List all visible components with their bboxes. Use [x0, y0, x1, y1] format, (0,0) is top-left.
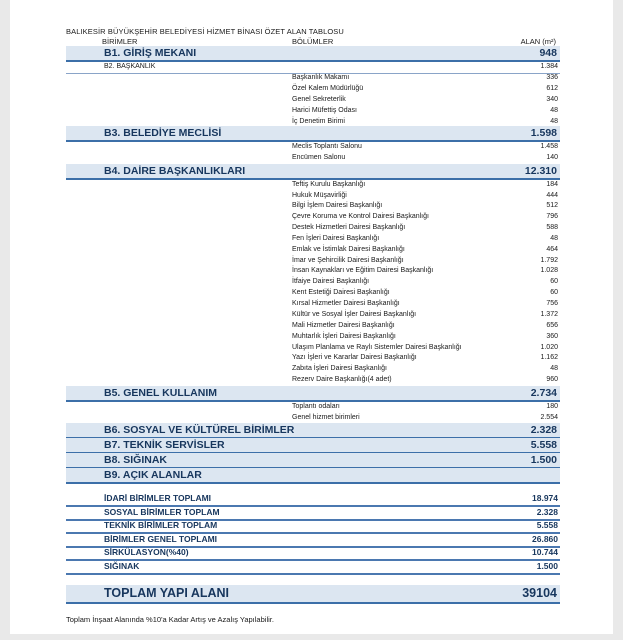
- row-area: 48: [550, 235, 558, 242]
- section-area: 12.310: [524, 165, 557, 177]
- row-area: 1.162: [540, 354, 558, 361]
- row-label: Kültür ve Sosyal İşler Dairesi Başkanlığı: [292, 311, 417, 318]
- total-row: [66, 520, 560, 534]
- section-b8: [66, 453, 560, 469]
- grand-total-area: 39104: [522, 586, 557, 600]
- row-area: 756: [546, 300, 558, 307]
- section-label: B4. DAİRE BAŞKANLIKLARI: [104, 165, 246, 177]
- section-label: B1. GİRİŞ MEKANI: [104, 47, 197, 59]
- section-label: B8. SIĞINAK: [104, 454, 168, 466]
- row-label: Çevre Koruma ve Kontrol Dairesi Başkanlığı: [292, 213, 429, 220]
- section-area: 1.500: [530, 454, 557, 466]
- row-label: Rezerv Daire Başkanlığı(4 adet): [292, 376, 392, 383]
- table-row: [66, 181, 560, 191]
- total-label: SOSYAL BİRİMLER TOPLAM: [104, 507, 220, 517]
- row-label: Yazı İşleri ve Kararlar Dairesi Başkanlığı: [292, 354, 417, 361]
- total-row: [66, 493, 560, 507]
- table-row: [66, 74, 560, 84]
- total-row: [66, 561, 560, 575]
- row-label: İç Denetim Birimi: [292, 118, 345, 125]
- section-b5: [66, 386, 560, 402]
- row-label: Zabıta İşleri Dairesi Başkanlığı: [292, 365, 387, 372]
- row-label: Encümen Salonu: [292, 154, 346, 161]
- row-area: 336: [546, 74, 558, 81]
- table-row: [66, 202, 560, 212]
- section-b1: [66, 46, 560, 62]
- table-row: [66, 246, 560, 256]
- column-header-sections: BÖLÜMLER: [292, 37, 334, 46]
- section-area: 2.734: [530, 387, 557, 399]
- section-label: B3. BELEDİYE MECLİSİ: [104, 127, 222, 139]
- total-label: İDARİ BİRİMLER TOPLAMI: [104, 493, 212, 503]
- table-row: [66, 107, 560, 117]
- total-label: SIĞINAK: [104, 561, 140, 571]
- total-row: [66, 534, 560, 548]
- section-b4: [66, 164, 560, 180]
- table-row: [66, 235, 560, 245]
- row-label: Fen İşleri Dairesi Başkanlığı: [292, 235, 380, 242]
- row-area: 1.372: [540, 311, 558, 318]
- row-area: 340: [546, 96, 558, 103]
- row-label: İtfaiye Dairesi Başkanlığı: [292, 278, 370, 285]
- row-area: 656: [546, 322, 558, 329]
- section-area: 5.558: [530, 439, 557, 451]
- page-left-margin: [0, 0, 10, 640]
- table-row: [66, 333, 560, 343]
- footnote: Toplam İnşaat Alanında %10'a Kadar Artış ve Azalış Yapılabilir.: [66, 615, 274, 624]
- row-area: 48: [550, 107, 558, 114]
- table-row: [66, 365, 560, 375]
- total-area: 26.860: [532, 534, 558, 544]
- page-bottom-margin: [0, 634, 623, 640]
- row-area: 2.554: [540, 414, 558, 421]
- total-area: 2.328: [536, 507, 558, 517]
- section-b6: [66, 423, 560, 439]
- document-title: BALIKESİR BÜYÜKŞEHİR BELEDİYESİ HİZMET BİNASI ÖZET ALAN TABLOSU: [66, 27, 344, 36]
- section-label: B5. GENEL KULLANIM: [104, 387, 217, 399]
- section-label: B9. AÇIK ALANLAR: [104, 469, 202, 481]
- table-row: [66, 403, 560, 413]
- row-label: Mali Hizmetler Dairesi Başkanlığı: [292, 322, 395, 329]
- section-area: 1.598: [530, 127, 557, 139]
- row-label: Kent Estetiği Dairesi Başkanlığı: [292, 289, 390, 296]
- table-row: [66, 278, 560, 288]
- row-area: 1.028: [540, 267, 558, 274]
- table-row: [66, 96, 560, 106]
- row-area: 60: [550, 289, 558, 296]
- table-row: [66, 213, 560, 223]
- table-row: [66, 344, 560, 354]
- table-row: [66, 85, 560, 95]
- row-label: Başkanlık Makamı: [292, 74, 350, 81]
- row-label: Meclis Toplantı Salonu: [292, 143, 362, 150]
- section-b3: [66, 126, 560, 142]
- row-label: Harici Müfettiş Odası: [292, 107, 357, 114]
- row-label: İmar ve Şehircilik Dairesi Başkanlığı: [292, 257, 404, 264]
- row-label: Genel hizmet birimleri: [292, 414, 360, 421]
- row-label: Bilgi İşlem Dairesi Başkanlığı: [292, 202, 383, 209]
- table-row: [66, 224, 560, 234]
- column-header-area: ALAN (m²): [520, 37, 556, 46]
- section-b9: [66, 468, 560, 484]
- row-label: Genel Sekreterlik: [292, 96, 346, 103]
- row-area: 48: [550, 118, 558, 125]
- row-area: 960: [546, 376, 558, 383]
- table-row: [66, 300, 560, 310]
- section-label: B6. SOSYAL VE KÜLTÜREL BİRİMLER: [104, 424, 295, 436]
- row-area: 60: [550, 278, 558, 285]
- total-area: 1.500: [536, 561, 558, 571]
- table-row: [66, 143, 560, 153]
- row-label: Kırsal Hizmetler Dairesi Başkanlığı: [292, 300, 400, 307]
- total-label: SİRKÜLASYON(%40): [104, 547, 189, 557]
- table-row: [66, 154, 560, 164]
- section-label: B7. TEKNİK SERVİSLER: [104, 439, 225, 451]
- row-label: İnsan Kaynakları ve Eğitim Dairesi Başkanlığı: [292, 267, 434, 274]
- table-row: [66, 267, 560, 277]
- table-row: [66, 257, 560, 267]
- row-label: Emlak ve İstimlak Dairesi Başkanlığı: [292, 246, 405, 253]
- row-label: Muhtarlık İşleri Dairesi Başkanlığı: [292, 333, 396, 340]
- grand-total-label: TOPLAM YAPI ALANI: [104, 586, 230, 600]
- row-area: 48: [550, 365, 558, 372]
- table-row: [66, 311, 560, 321]
- table-row: [66, 192, 560, 202]
- row-area: 464: [546, 246, 558, 253]
- total-label: TEKNİK BİRİMLER TOPLAM: [104, 520, 218, 530]
- table-row: [66, 322, 560, 332]
- grand-total-row: [66, 585, 560, 604]
- row-label: Toplantı odaları: [292, 403, 340, 410]
- row-area: 360: [546, 333, 558, 340]
- row-label: Hukuk Müşavirliği: [292, 192, 347, 199]
- row-area: 184: [546, 181, 558, 188]
- section-b7: [66, 438, 560, 454]
- row-area: 140: [546, 154, 558, 161]
- row-area: 512: [546, 202, 558, 209]
- table-row: [66, 289, 560, 299]
- row-label: Özel Kalem Müdürlüğü: [292, 85, 364, 92]
- row-area: 588: [546, 224, 558, 231]
- page-right-margin: [613, 0, 623, 640]
- section-area: 2.328: [530, 424, 557, 436]
- row-area: 180: [546, 403, 558, 410]
- row-label: Destek Hizmetleri Dairesi Başkanlığı: [292, 224, 406, 231]
- row-area: 1.458: [540, 143, 558, 150]
- total-area: 5.558: [536, 520, 558, 530]
- total-label: BİRİMLER GENEL TOPLAMI: [104, 534, 218, 544]
- row-area: 1.020: [540, 344, 558, 351]
- total-area: 10.744: [532, 547, 558, 557]
- row-label: Teftiş Kurulu Başkanlığı: [292, 181, 366, 188]
- row-area: 796: [546, 213, 558, 220]
- row-area: 1.792: [540, 257, 558, 264]
- table-row: [66, 354, 560, 364]
- row-label: Ulaşım Planlama ve Raylı Sistemler Dairesi Başkanlığı: [292, 344, 462, 351]
- row-area: 444: [546, 192, 558, 199]
- table-row: [66, 376, 560, 386]
- total-row: [66, 507, 560, 521]
- total-row: [66, 547, 560, 561]
- total-area: 18.974: [532, 493, 558, 503]
- section-b2-area: 1.384: [540, 63, 558, 70]
- row-area: 612: [546, 85, 558, 92]
- section-b2-label: B2. BAŞKANLIK: [104, 63, 156, 70]
- column-header-units: BİRİMLER: [102, 37, 138, 46]
- section-area: 948: [539, 47, 557, 59]
